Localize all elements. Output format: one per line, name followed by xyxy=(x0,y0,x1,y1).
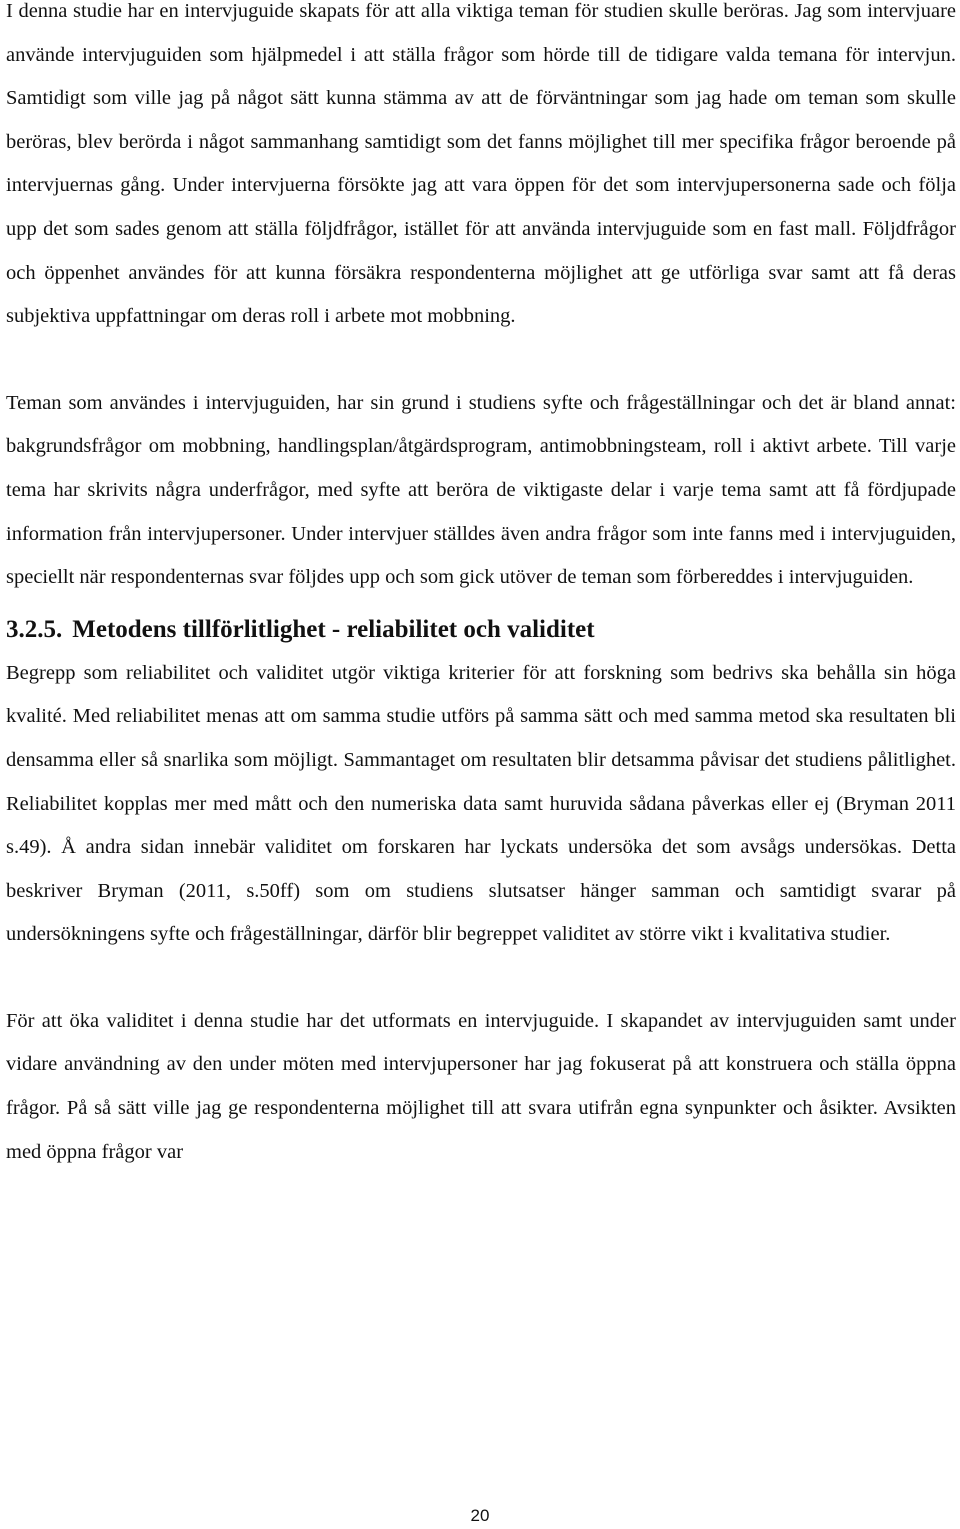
section-title: Metodens tillförlitlighet - reliabilitet och validitet xyxy=(72,615,595,643)
document-page xyxy=(6,0,956,1174)
page-number: 20 xyxy=(470,1506,490,1525)
section-number: 3.2.5. xyxy=(6,615,63,643)
paragraph-themes: Teman som användes i intervjuguiden, har sin grund i studiens syfte och frågeställningar och det är bland annat: bakgrundsfrågor om mobbning, handlingsplan/åtgärdsprogram, antimobbningsteam, roll i aktivt arbete. Till varje tema har skrivits några underfrågor, med syfte att beröra de viktigaste delar i varje tema samt att få fördjupade information från intervjupersoner. Under intervjuer ställdes även andra frågor som inte fanns med i intervjuguiden, speciellt när respondenternas svar följdes upp och som gick utöver de teman som förbereddes i intervjuguiden. xyxy=(6,391,956,589)
paragraph-gap xyxy=(6,339,956,382)
paragraph-gap xyxy=(6,957,956,1000)
section-heading xyxy=(6,608,956,652)
paragraph-interview-guide: I denna studie har en intervjuguide skapats för att alla viktiga teman för studien skulle beröras. Jag som intervjuare använde intervjuguiden som hjälpmedel i att ställa frågor som hörde till de tidigare valda temana för intervjun. Samtidigt som ville jag på något sätt kunna stämma av att de förväntningar som jag hade om teman som skulle beröras, blev berörda i något sammanhang samtidigt som det fanns möjlighet till mer specifika frågor beroende på intervjuernas gång. Under intervjuerna försökte jag att vara öppen för det som intervjupersonerna sade och följa upp det som sades genom att ställa följdfrågor, istället för att använda intervjuguide som en fast mall. Följdfrågor och öppenhet användes för att kunna försäkra respondenterna möjlighet att ge utförliga svar samt att få deras subjektiva uppfattningar om deras roll i arbete mot mobbning. xyxy=(6,0,956,328)
paragraph-reliability-validity: Begrepp som reliabilitet och validitet utgör viktiga kriterier för att forskning som bedrivs ska behålla sin höga kvalité. Med reliabilitet menas att om samma studie utförs på samma sätt och med samma metod ska resultaten bli densamma eller så snarlika som möjligt. Sammantaget om resultaten blir detsamma påvisar det studiens pålitlighet. Reliabilitet kopplas mer med mått och den numeriska data samt huruvida sådana påverkas eller ej (Bryman 2011 s.49). Å andra sidan innebär validitet om forskaren har lyckats undersöka det som avsågs undersökas. Detta beskriver Bryman (2011, s.50ff) som om studiens slutsatser hänger samman och samtidigt svarar på undersökningens syfte och frågeställningar, därför blir begreppet validitet av större vikt i kvalitativa studier. xyxy=(6,661,956,946)
paragraph-increase-validity: För att öka validitet i denna studie har det utformats en intervjuguide. I skapandet av intervjuguiden samt under vidare användning av den under möten med intervjupersoner har jag fokuserat på att konstruera och ställa öppna frågor. På så sätt ville jag ge respondenterna möjlighet till att svara utifrån egna synpunkter och åsikter. Avsikten med öppna frågor var xyxy=(6,1009,956,1163)
